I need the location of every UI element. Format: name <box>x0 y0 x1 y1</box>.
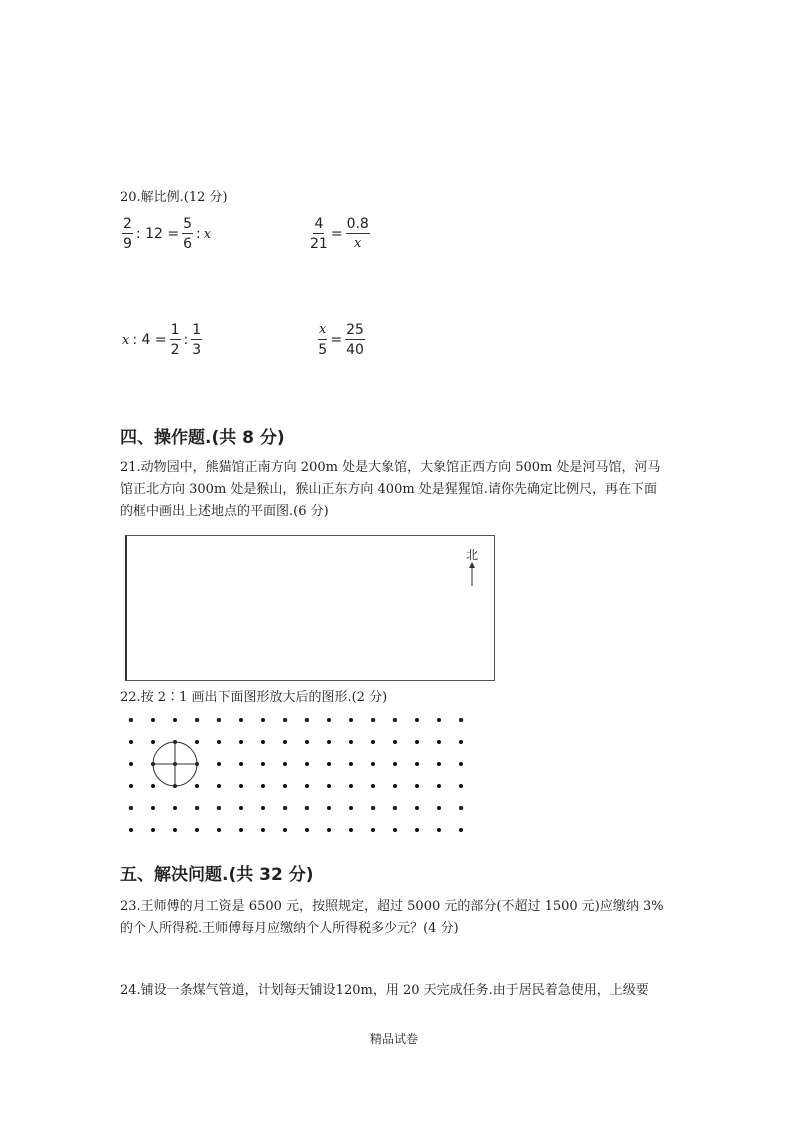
q23-text <box>120 896 700 940</box>
section-heading: 五、解决问题.(共 32 分) <box>120 865 314 885</box>
grid-dot <box>327 828 331 832</box>
grid-dot <box>283 718 287 722</box>
grid-dot <box>261 784 265 788</box>
grid-dot <box>459 762 463 766</box>
grid-dot <box>305 762 309 766</box>
grid-dot <box>129 718 133 722</box>
north-label: 北 <box>465 548 478 562</box>
grid-dot <box>217 806 221 810</box>
grid-dot <box>327 806 331 810</box>
grid-dot <box>239 740 243 744</box>
grid-dot <box>459 784 463 788</box>
grid-dot <box>217 828 221 832</box>
grid-dot <box>349 828 353 832</box>
q23-line: 的个人所得税.王师傅每月应缴纳个人所得税多少元？(4 分) <box>120 921 459 936</box>
fraction: $\frac{x}{5}$ <box>318 322 328 358</box>
grid-dot <box>305 718 309 722</box>
grid-dot <box>415 718 419 722</box>
grid-dot <box>129 762 133 766</box>
grid-dot <box>415 828 419 832</box>
ratio-colon: : <box>196 226 201 242</box>
grid-dot <box>217 740 221 744</box>
grid-dot <box>261 718 265 722</box>
fraction: $\frac{5}{6}$ <box>183 216 193 252</box>
variable: x <box>203 226 212 242</box>
q20-equation-3 <box>122 322 202 358</box>
north-arrow-icon <box>467 562 477 586</box>
equals-sign: = <box>330 226 343 242</box>
grid-dot <box>239 762 243 766</box>
grid-dot <box>327 784 331 788</box>
grid-dot <box>239 806 243 810</box>
grid-dot <box>459 740 463 744</box>
grid-dot <box>349 806 353 810</box>
north-indicator <box>464 548 480 586</box>
ratio-text: : 12 = <box>135 226 180 242</box>
grid-dot <box>151 828 155 832</box>
grid-dot <box>239 718 243 722</box>
grid-dot <box>239 784 243 788</box>
grid-dot <box>349 784 353 788</box>
grid-dot <box>371 828 375 832</box>
grid-dot <box>459 806 463 810</box>
grid-dot <box>371 784 375 788</box>
fraction: $\frac{2}{9}$ <box>123 216 132 252</box>
grid-dot <box>371 740 375 744</box>
grid-dot <box>195 784 199 788</box>
grid-dot <box>151 718 155 722</box>
grid-dot <box>283 806 287 810</box>
grid-dot <box>305 784 309 788</box>
grid-dot <box>195 828 199 832</box>
fraction: $\frac{0.8}{x}$ <box>346 216 369 251</box>
grid-dot <box>437 828 441 832</box>
grid-dot <box>415 740 419 744</box>
q20-title: 20.解比例.(12 分) <box>120 190 228 205</box>
grid-dot <box>415 762 419 766</box>
grid-dot <box>305 740 309 744</box>
fraction: $\frac{4}{21}$ <box>310 216 328 252</box>
q20-equation-1 <box>122 216 211 252</box>
grid-dot <box>217 718 221 722</box>
q21-line: 馆正北方向 300m 处是猴山，猴山正东方向 400m 处是猩猩馆.请你先确定比例尺，再在下面 <box>120 482 657 497</box>
grid-dot <box>283 740 287 744</box>
grid-dot <box>437 740 441 744</box>
grid-dot <box>393 762 397 766</box>
grid-dot <box>459 718 463 722</box>
grid-dot <box>173 828 177 832</box>
grid-dot <box>261 828 265 832</box>
fraction: $\frac{1}{2}$ <box>170 322 180 358</box>
grid-dot <box>459 828 463 832</box>
grid-dot <box>195 806 199 810</box>
q21-line: 的框中画出上述地点的平面图.(6 分) <box>120 504 329 519</box>
grid-dot <box>393 718 397 722</box>
grid-dot <box>349 718 353 722</box>
ratio-colon: : <box>183 332 189 348</box>
grid-dot <box>327 718 331 722</box>
grid-dot <box>371 718 375 722</box>
pinwheel-figure <box>153 742 197 786</box>
page-footer: 精品试卷 <box>370 1032 419 1046</box>
fraction: $\frac{1}{3}$ <box>192 322 202 358</box>
grid-dot <box>415 806 419 810</box>
grid-dot <box>283 784 287 788</box>
q20-equation-2 <box>310 216 370 252</box>
grid-dot <box>349 740 353 744</box>
grid-dot <box>349 762 353 766</box>
grid-dot <box>173 806 177 810</box>
variable: x <box>122 332 130 348</box>
q22-title: 22.按 2∶1 画出下面图形放大后的图形.(2 分) <box>120 690 388 705</box>
grid-dot <box>437 784 441 788</box>
grid-dot <box>327 762 331 766</box>
grid-dot <box>415 784 419 788</box>
grid-dot <box>129 740 133 744</box>
q24-text: 24.铺设一条煤气管道，计划每天铺设120m，用 20 天完成任务.由于居民着急使用，上级要 <box>120 983 649 998</box>
grid-dot <box>305 806 309 810</box>
grid-dot <box>261 762 265 766</box>
grid-dot <box>173 718 177 722</box>
grid-dot <box>393 740 397 744</box>
grid-dot <box>283 828 287 832</box>
grid-dot <box>393 828 397 832</box>
dot-grid[interactable] <box>120 708 480 838</box>
grid-dot <box>371 762 375 766</box>
grid-dot <box>437 762 441 766</box>
grid-dot <box>129 828 133 832</box>
grid-dot <box>129 784 133 788</box>
grid-dot <box>371 806 375 810</box>
grid-dot <box>261 806 265 810</box>
grid-dot <box>393 806 397 810</box>
grid-dot <box>195 740 199 744</box>
grid-dot <box>261 740 265 744</box>
grid-dot <box>151 806 155 810</box>
grid-dot <box>151 740 155 744</box>
grid-dots <box>129 718 463 832</box>
grid-dot <box>305 828 309 832</box>
grid-dot <box>437 718 441 722</box>
grid-dot <box>393 784 397 788</box>
q20-equation-4 <box>318 322 365 358</box>
section-heading: 四、操作题.(共 8 分) <box>120 428 285 448</box>
grid-dot <box>283 762 287 766</box>
grid-dot <box>151 784 155 788</box>
q21-line: 21.动物园中，熊猫馆正南方向 200m 处是大象馆，大象馆正西方向 500m 处是河马馆，河马 <box>120 460 661 475</box>
fraction: $\frac{25}{40}$ <box>346 322 364 358</box>
grid-dot <box>327 740 331 744</box>
grid-dot <box>437 806 441 810</box>
equals-sign: = <box>330 332 343 348</box>
q21-text <box>120 457 680 523</box>
q23-line: 23.王师傅的月工资是 6500 元，按照规定，超过 5000 元的部分(不超过 1500 元)应缴纳 3% <box>120 899 664 914</box>
drawing-box[interactable] <box>125 535 495 681</box>
grid-dot <box>217 784 221 788</box>
ratio-text: : 4 = <box>132 332 167 348</box>
grid-dot <box>195 718 199 722</box>
grid-dot <box>129 806 133 810</box>
grid-dot <box>239 828 243 832</box>
grid-dot <box>217 762 221 766</box>
